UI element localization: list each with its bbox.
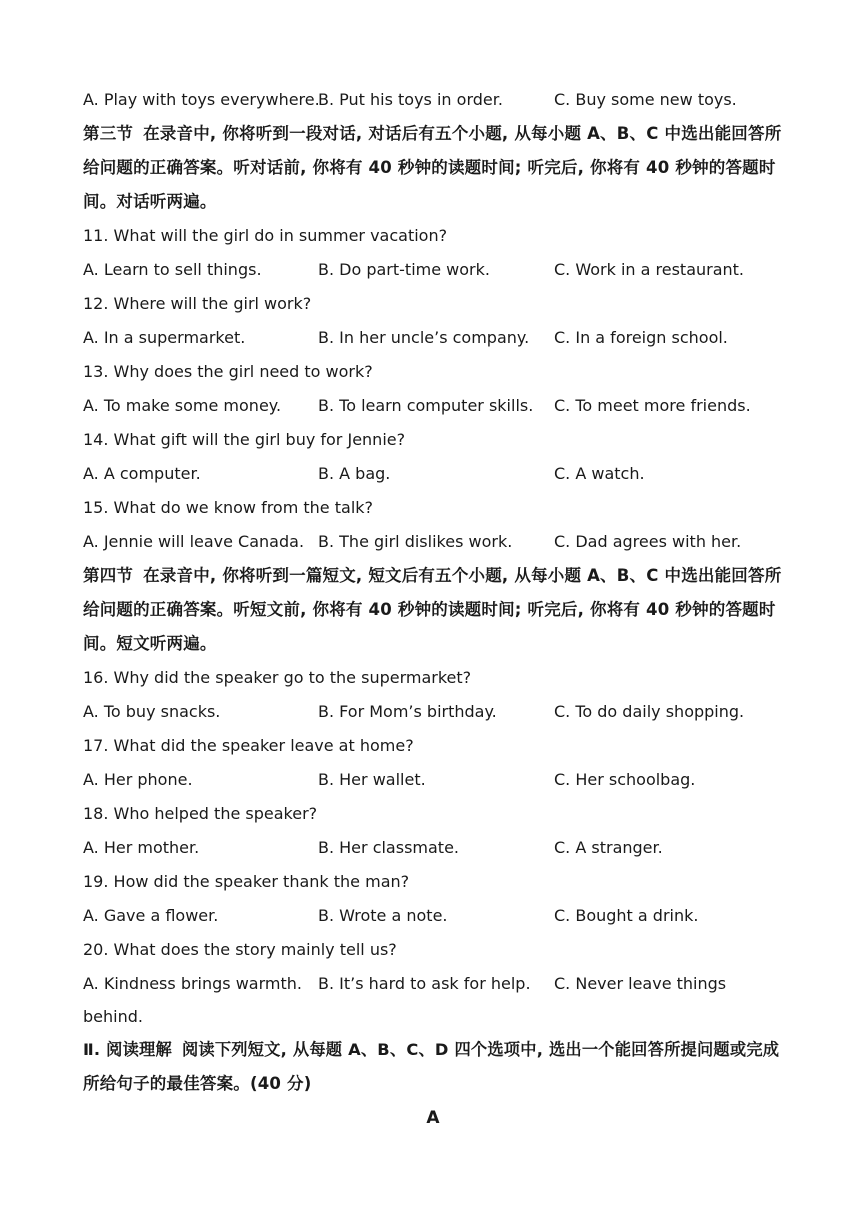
q17-options (83, 763, 783, 797)
passage-label: A (426, 1108, 440, 1128)
q17-question: 17. What did the speaker leave at home? (83, 736, 414, 755)
q14-option-a: A. A computer. (83, 464, 201, 483)
q16-options (83, 695, 783, 729)
q14-option-b: B. A bag. (318, 464, 391, 483)
q10-option-a: A. Play with toys everywhere. (83, 90, 320, 109)
q18-question: 18. Who helped the speaker? (83, 804, 318, 823)
q18-option-a: A. Her mother. (83, 838, 200, 857)
q16-question: 16. Why did the speaker go to the supermarket? (83, 668, 472, 687)
part2-text-1: 阅读下列短文, 从每题 A、B、C、D 四个选项中, 选出一个能回答所提问题或完成 (181, 1040, 780, 1059)
q15-option-a: A. Jennie will leave Canada. (83, 532, 305, 551)
q11-option-a: A. Learn to sell things. (83, 260, 262, 279)
q12-question: 12. Where will the girl work? (83, 294, 312, 313)
q11-option-c: C. Work in a restaurant. (554, 260, 745, 279)
q11-option-b: B. Do part-time work. (318, 260, 490, 279)
section3-heading-line3: 间。对话听两遍。 (83, 192, 217, 211)
q20-question: 20. What does the story mainly tell us? (83, 940, 397, 959)
q17-option-c: C. Her schoolbag. (554, 770, 696, 789)
section4-heading-line1 (83, 559, 783, 593)
q20-options (83, 967, 783, 1001)
q19-options (83, 899, 783, 933)
section4-heading-line3: 间。短文听两遍。 (83, 634, 217, 653)
section4-heading-line2: 给问题的正确答案。听短文前, 你将有 40 秒钟的读题时间; 听完后, 你将有 40 秒钟的答题时 (83, 600, 776, 619)
q14-question: 14. What gift will the girl buy for Jennie? (83, 430, 406, 449)
q17-option-b: B. Her wallet. (318, 770, 426, 789)
q10-option-b: B. Put his toys in order. (318, 90, 503, 109)
q10-option-c: C. Buy some new toys. (554, 90, 737, 109)
q11-question: 11. What will the girl do in summer vacation? (83, 226, 448, 245)
q14-option-c: C. A watch. (554, 464, 645, 483)
q14-options (83, 457, 783, 491)
q15-question: 15. What do we know from the talk? (83, 498, 374, 517)
q13-options (83, 389, 783, 423)
q12-options (83, 321, 783, 355)
part2-heading-line2: 所给句子的最佳答案。(40 分) (83, 1074, 312, 1093)
part2-tag: Ⅱ. 阅读理解 (83, 1040, 172, 1059)
section4-text-1: 在录音中, 你将听到一篇短文, 短文后有五个小题, 从每小题 A、B、C 中选出能回答所 (143, 566, 782, 585)
q17-option-a: A. Her phone. (83, 770, 193, 789)
section4-tag: 第四节 (83, 566, 134, 585)
q10-options (83, 83, 783, 117)
exam-page (83, 83, 783, 1135)
section3-heading-line1 (83, 117, 783, 151)
q20-option-b: B. It’s hard to ask for help. (318, 974, 531, 993)
q11-options (83, 253, 783, 287)
q16-option-c: C. To do daily shopping. (554, 702, 745, 721)
q19-question: 19. How did the speaker thank the man? (83, 872, 410, 891)
q16-option-a: A. To buy snacks. (83, 702, 221, 721)
q16-option-b: B. For Mom’s birthday. (318, 702, 497, 721)
q12-option-b: B. In her uncle’s company. (318, 328, 530, 347)
q13-option-a: A. To make some money. (83, 396, 282, 415)
section3-text-1: 在录音中, 你将听到一段对话, 对话后有五个小题, 从每小题 A、B、C 中选出能回答所 (143, 124, 782, 143)
q13-question: 13. Why does the girl need to work? (83, 362, 373, 381)
q20-option-c: C. Never leave things (554, 974, 727, 993)
part2-heading-line1 (83, 1033, 783, 1067)
section3-tag: 第三节 (83, 124, 134, 143)
q19-option-b: B. Wrote a note. (318, 906, 448, 925)
q20-option-a: A. Kindness brings warmth. (83, 974, 302, 993)
q13-option-c: C. To meet more friends. (554, 396, 751, 415)
q19-option-a: A. Gave a flower. (83, 906, 219, 925)
q12-option-a: A. In a supermarket. (83, 328, 246, 347)
q18-options (83, 831, 783, 865)
q15-options (83, 525, 783, 559)
q19-option-c: C. Bought a drink. (554, 906, 699, 925)
q12-option-c: C. In a foreign school. (554, 328, 728, 347)
q13-option-b: B. To learn computer skills. (318, 396, 534, 415)
q18-option-c: C. A stranger. (554, 838, 663, 857)
q15-option-b: B. The girl dislikes work. (318, 532, 513, 551)
q18-option-b: B. Her classmate. (318, 838, 459, 857)
q20-option-c-continuation: behind. (83, 1007, 143, 1026)
q15-option-c: C. Dad agrees with her. (554, 532, 742, 551)
section3-heading-line2: 给问题的正确答案。听对话前, 你将有 40 秒钟的读题时间; 听完后, 你将有 40 秒钟的答题时 (83, 158, 776, 177)
